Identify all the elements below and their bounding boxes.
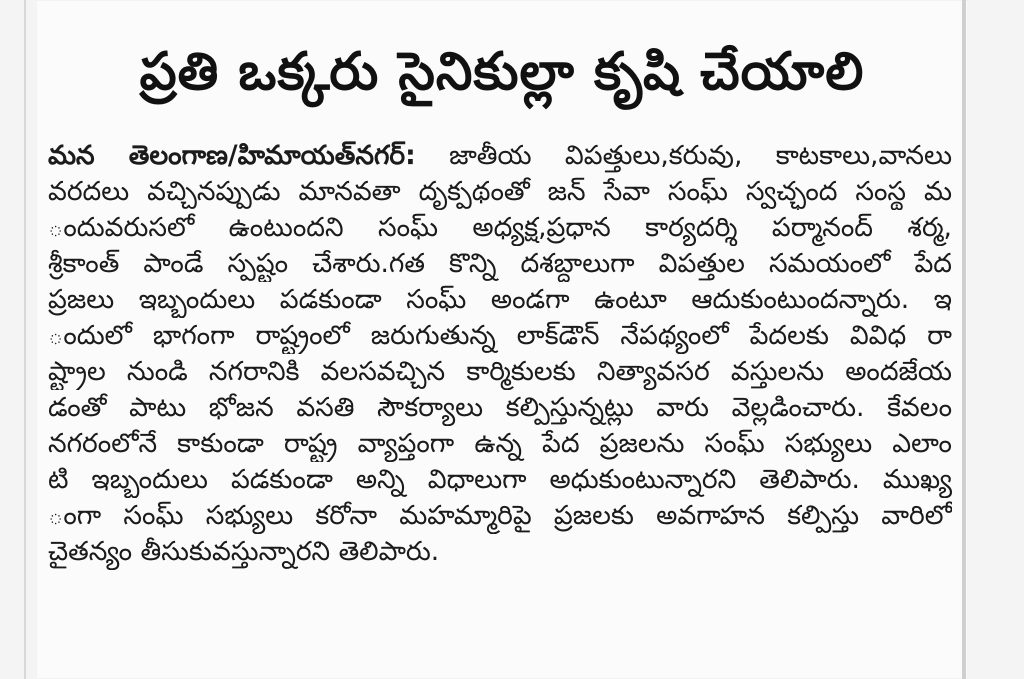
- article-line: శ్రీకాంత్ పాండే స్పష్టం చేశారు.గత కొన్ని దశబ్దాలుగా విపత్తుల సమయంలో పేద: [48, 248, 952, 279]
- article-headline: ప్రతి ఒక్కరు సైనికుల్లా కృషి చేయాలి: [139, 42, 865, 102]
- article-line: నగరంలోనే కాకుండా రాష్ట్ర వ్యాప్తంగా ఉన్న పేద ప్రజలను సంఘ్ సభ్యులు ఎలాం: [48, 428, 952, 459]
- article-line: ప్రజలు ఇబ్బందులు పడకుండా సంఘ్ అండగా ఉంటూ ఆదుకుంటుందన్నారు. ఇ: [48, 284, 952, 315]
- article-line: డంతో పాటు భోజన వసతి సౌకర్యాలు కల్పిస్తున్నట్లు వారు వెల్లడించారు. కేవలం: [48, 392, 952, 423]
- article-line: చైతన్యం తీసుకువస్తున్నారని తెలిపారు.: [48, 536, 440, 567]
- right-column-rule: [962, 0, 966, 679]
- article-line: ందువరుసలో ఉంటుందని సంఘ్ అధ్యక్ష,ప్రధాన కార్యదర్శి పర్మానంద్ శర్మ,: [48, 212, 952, 243]
- article-line: ందులో భాగంగా రాష్ట్రంలో జరుగుతున్న లాక్‌డౌన్ నేపథ్యంలో పేదలకు వివిధ రా: [48, 320, 952, 351]
- article-body: [48, 138, 952, 570]
- article-line-text: జాతీయ విపత్తులు,కరువు, కాటకాలు,వానలు: [449, 140, 952, 171]
- article-line: ంగా సంఘ్ సభ్యులు కరోనా మహమ్మారిపై ప్రజలకు అవగాహన కల్పిస్తు వారిలో: [48, 500, 952, 531]
- article-line: [48, 138, 952, 174]
- left-column-rule: [24, 0, 26, 679]
- article-line: ష్ట్రాల నుండి నగరానికి వలసవచ్చిన కార్మికులకు నిత్యావసర వస్తులను అందజేయ: [48, 356, 952, 387]
- article-line: టి ఇబ్బందులు పడకుండా అన్ని విధాలుగా అధుకుంటున్నారని తెలిపారు. ముఖ్య: [48, 464, 952, 495]
- article-dateline: మన తెలంగాణ/హిమాయత్‌నగర్:: [48, 140, 416, 171]
- article-line: వరదలు వచ్చినప్పుడు మానవతా దృక్పథంతో జన్ సేవా సంఘ్ స్వచ్ఛంద సంస్థ మ: [48, 176, 952, 207]
